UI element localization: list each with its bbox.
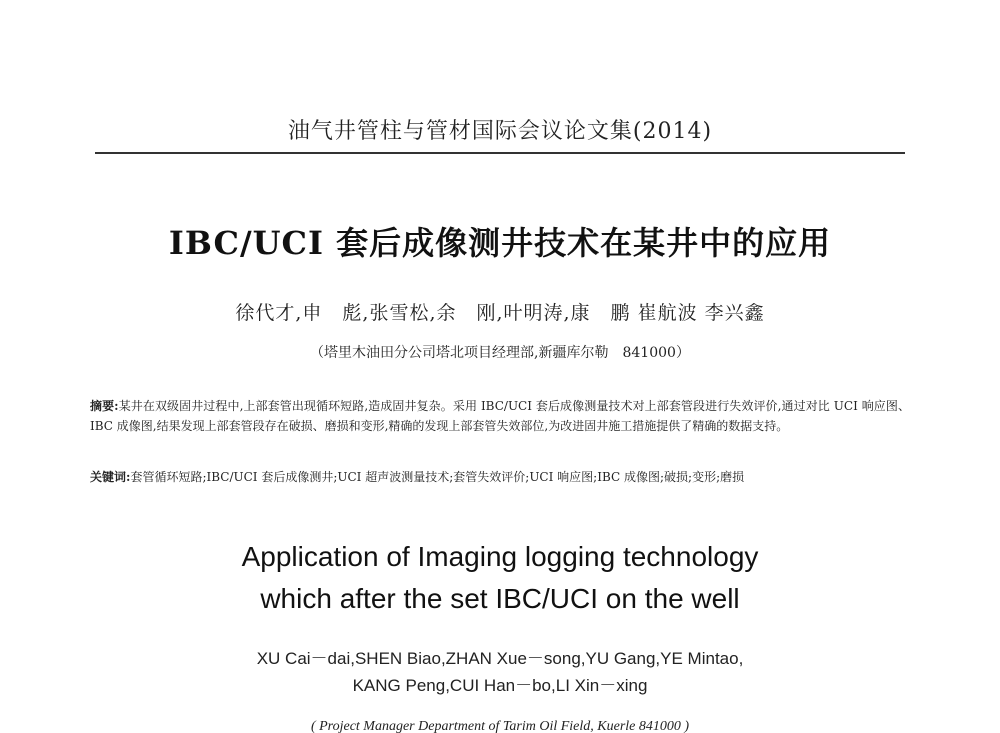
english-title-line-1: Application of Imaging logging technology [241, 541, 759, 572]
english-authors-line-2: KANG Peng,CUI Han－bo,LI Xin－xing [352, 676, 648, 695]
english-authors-line-1: XU Cai－dai,SHEN Biao,ZHAN Xue－song,YU Gang,YE Mintao, [256, 649, 744, 668]
header-rule [95, 152, 905, 154]
english-affiliation: ( Project Manager Department of Tarim Oil Field, Kuerle 841000 ) [310, 719, 690, 733]
abstract-label: 摘要: [90, 399, 119, 413]
chinese-abstract [90, 396, 910, 436]
english-authors [60, 645, 940, 699]
keywords-text: 套管循环短路;IBC/UCI 套后成像测井;UCI 超声波测量技术;套管失效评价;UCI 响应图;IBC 成像图;破损;变形;磨损 [130, 470, 745, 484]
abstract-text: 某井在双级固井过程中,上部套管出现循环短路,造成固井复杂。采用 IBC/UCI 套后成像测量技术对上部套管段进行失效评价,通过对比 UCI 响应图、IBC 成像图,结果发现上部套管段存在破损、磨损和变形,精确的发现上部套管失效部位,为改进固井施工措施提供了精确的数据支持。 [90, 399, 910, 433]
chinese-affiliation: （塔里木油田分公司塔北项目经理部,新疆库尔勒 841000） [310, 345, 690, 361]
keywords-label: 关键词: [90, 470, 131, 484]
running-header: 油气井管柱与管材国际会议论文集(2014) [287, 119, 713, 144]
english-title [60, 536, 940, 620]
chinese-title: IBC/UCI 套后成像测井技术在某井中的应用 [168, 224, 832, 262]
english-title-line-2: which after the set IBC/UCI on the well [260, 583, 740, 614]
chinese-authors: 徐代才,申 彪,张雪松,余 刚,叶明涛,康 鹏 崔航波 李兴鑫 [235, 302, 765, 324]
chinese-keywords [90, 467, 910, 487]
